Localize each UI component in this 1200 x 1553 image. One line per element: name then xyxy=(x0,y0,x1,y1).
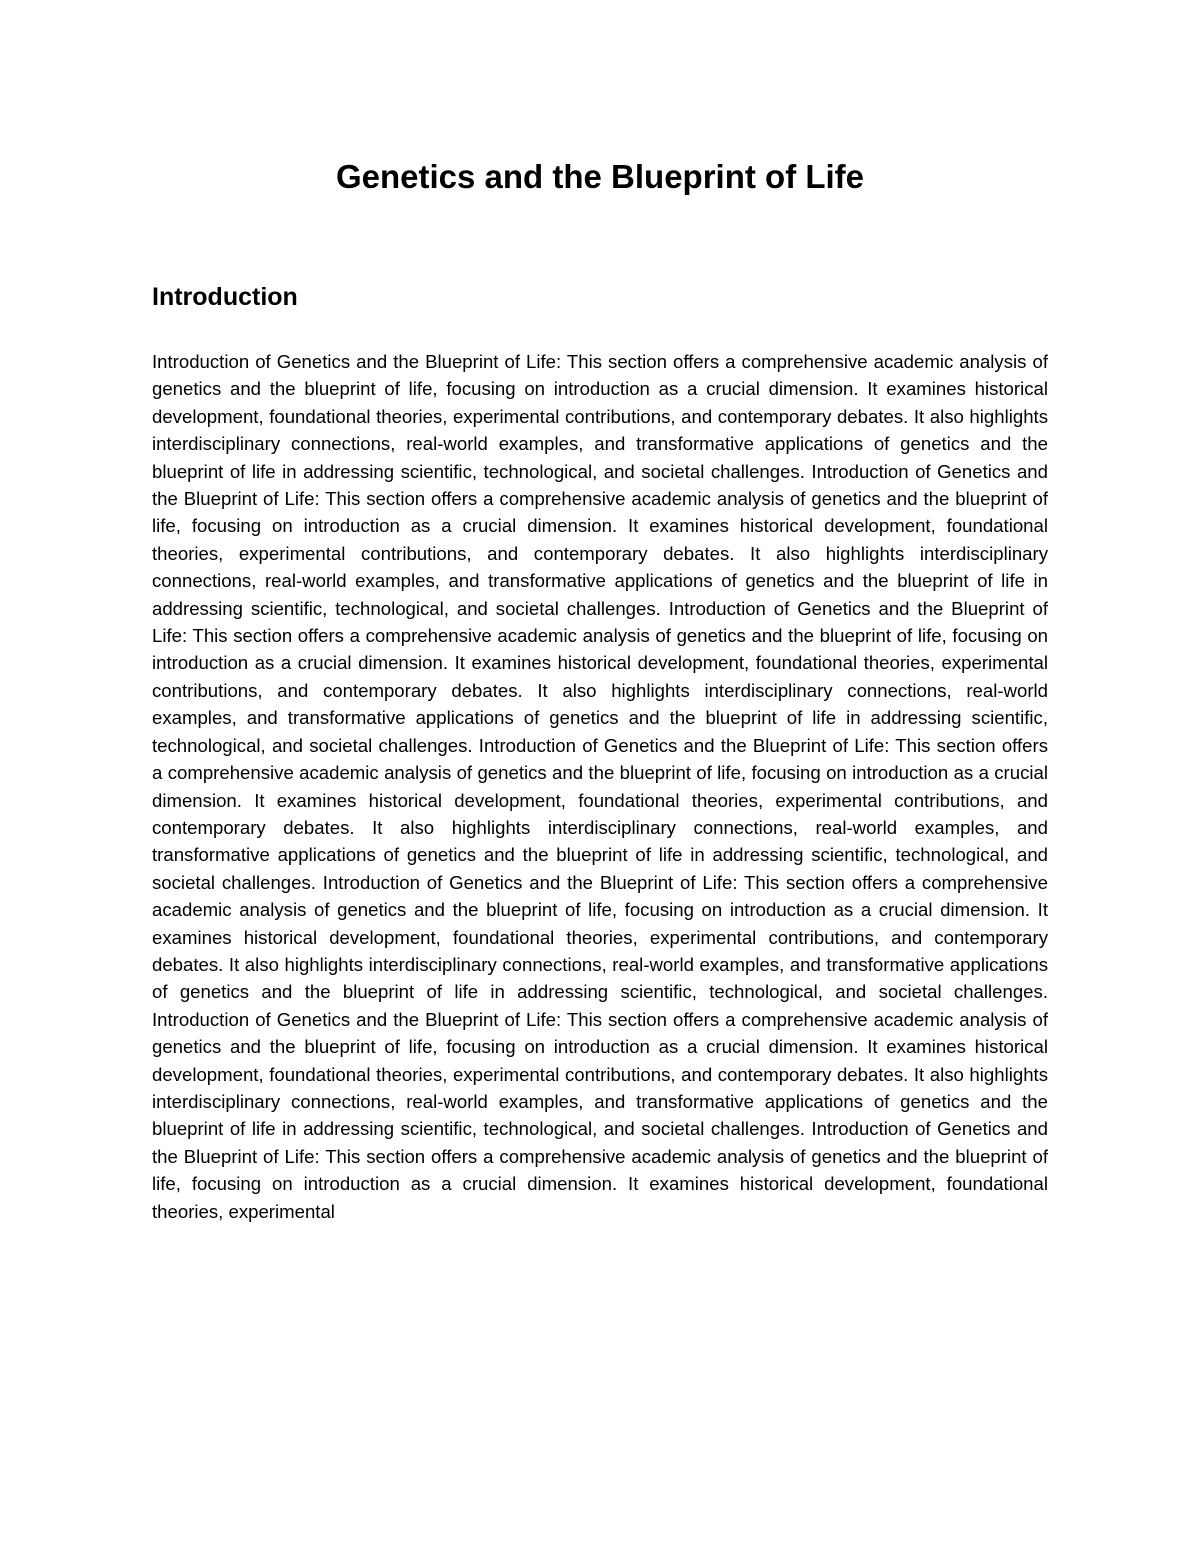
document-title: Genetics and the Blueprint of Life xyxy=(335,158,865,195)
section-heading-introduction: Introduction xyxy=(152,283,298,311)
section-body-introduction: Introduction of Genetics and the Blueprint of Life: This section offers a comprehensive academic analysis of genetics and the blueprint of life, focusing on introduction as a crucial dimension. It examines historical development, foundational theories, experimental contributions, and contemporary debates. It also highlights interdisciplinary connections, real-world examples, and transformative applications of genetics and the blueprint of life in addressing scientific, technological, and societal challenges. Introduction of Genetics and the Blueprint of Life: This section offers a comprehensive academic analysis of genetics and the blueprint of life, focusing on introduction as a crucial dimension. It examines historical development, foundational theories, experimental contributions, and contemporary debates. It also highlights interdisciplinary connections, real-world examples, and transformative applications of genetics and the blueprint of life in addressing scientific, technological, and societal challenges. Introduction of Genetics and the Blueprint of Life: This section offers a comprehensive academic analysis of genetics and the blueprint of life, focusing on introduction as a crucial dimension. It examines historical development, foundational theories, experimental contributions, and contemporary debates. It also highlights interdisciplinary connections, real-world examples, and transformative applications of genetics and the blueprint of life in addressing scientific, technological, and societal challenges. Introduction of Genetics and the Blueprint of Life: This section offers a comprehensive academic analysis of genetics and the blueprint of life, focusing on introduction as a crucial dimension. It examines historical development, foundational theories, experimental contributions, and contemporary debates. It also highlights interdisciplinary connections, real-world examples, and transformative applications of genetics and the blueprint of life in addressing scientific, technological, and societal challenges. Introduction of Genetics and the Blueprint of Life: This section offers a comprehensive academic analysis of genetics and the blueprint of life, focusing on introduction as a crucial dimension. It examines historical development, foundational theories, experimental contributions, and contemporary debates. It also highlights interdisciplinary connections, real-world examples, and transformative applications of genetics and the blueprint of life in addressing scientific, technological, and societal challenges. Introduction of Genetics and the Blueprint of Life: This section offers a comprehensive academic analysis of genetics and the blueprint of life, focusing on introduction as a crucial dimension. It examines historical development, foundational theories, experimental contributions, and contemporary debates. It also highlights interdisciplinary connections, real-world examples, and transformative applications of genetics and the blueprint of life in addressing scientific, technological, and societal challenges. Introduction of Genetics and the Blueprint of Life: This section offers a comprehensive academic analysis of genetics and the blueprint of life, focusing on introduction as a crucial dimension. It examines historical development, foundational theories, experimental xyxy=(152,351,1048,1222)
